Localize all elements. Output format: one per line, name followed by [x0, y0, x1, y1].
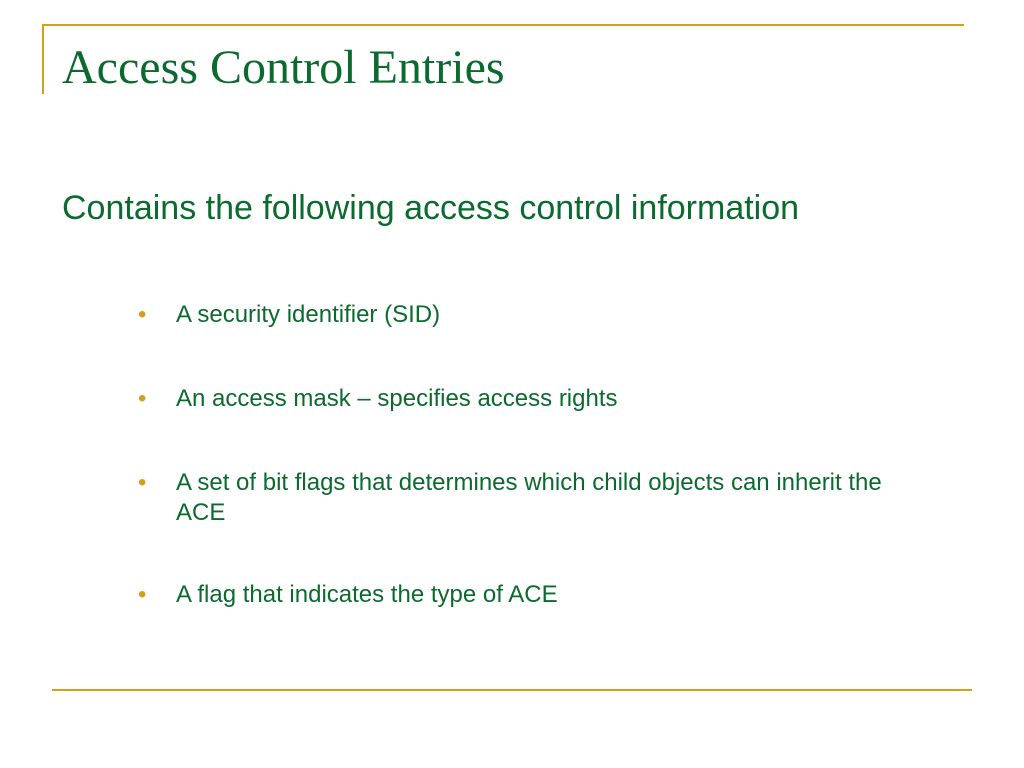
bullet-icon: • — [138, 581, 147, 608]
bullet-icon: • — [138, 385, 147, 412]
bullet-item — [138, 468, 938, 528]
bullet-text: An access mask – specifies access rights — [176, 385, 618, 412]
bullet-text: A set of bit flags that determines which child objects can inherit the ACE — [176, 469, 882, 526]
bullet-text: A security identifier (SID) — [176, 301, 441, 328]
top-border-line — [42, 24, 964, 26]
bottom-border-line — [52, 689, 972, 691]
bullet-item — [138, 384, 938, 414]
slide-subtitle: Contains the following access control information — [62, 189, 800, 227]
bullet-icon: • — [138, 301, 147, 328]
bullet-text: A flag that indicates the type of ACE — [176, 581, 558, 608]
bullet-item — [138, 580, 938, 610]
bullet-icon: • — [138, 469, 147, 496]
left-border-line — [42, 24, 44, 94]
slide-title: Access Control Entries — [62, 41, 505, 94]
bullet-item — [138, 300, 938, 330]
bullet-list — [138, 300, 938, 664]
